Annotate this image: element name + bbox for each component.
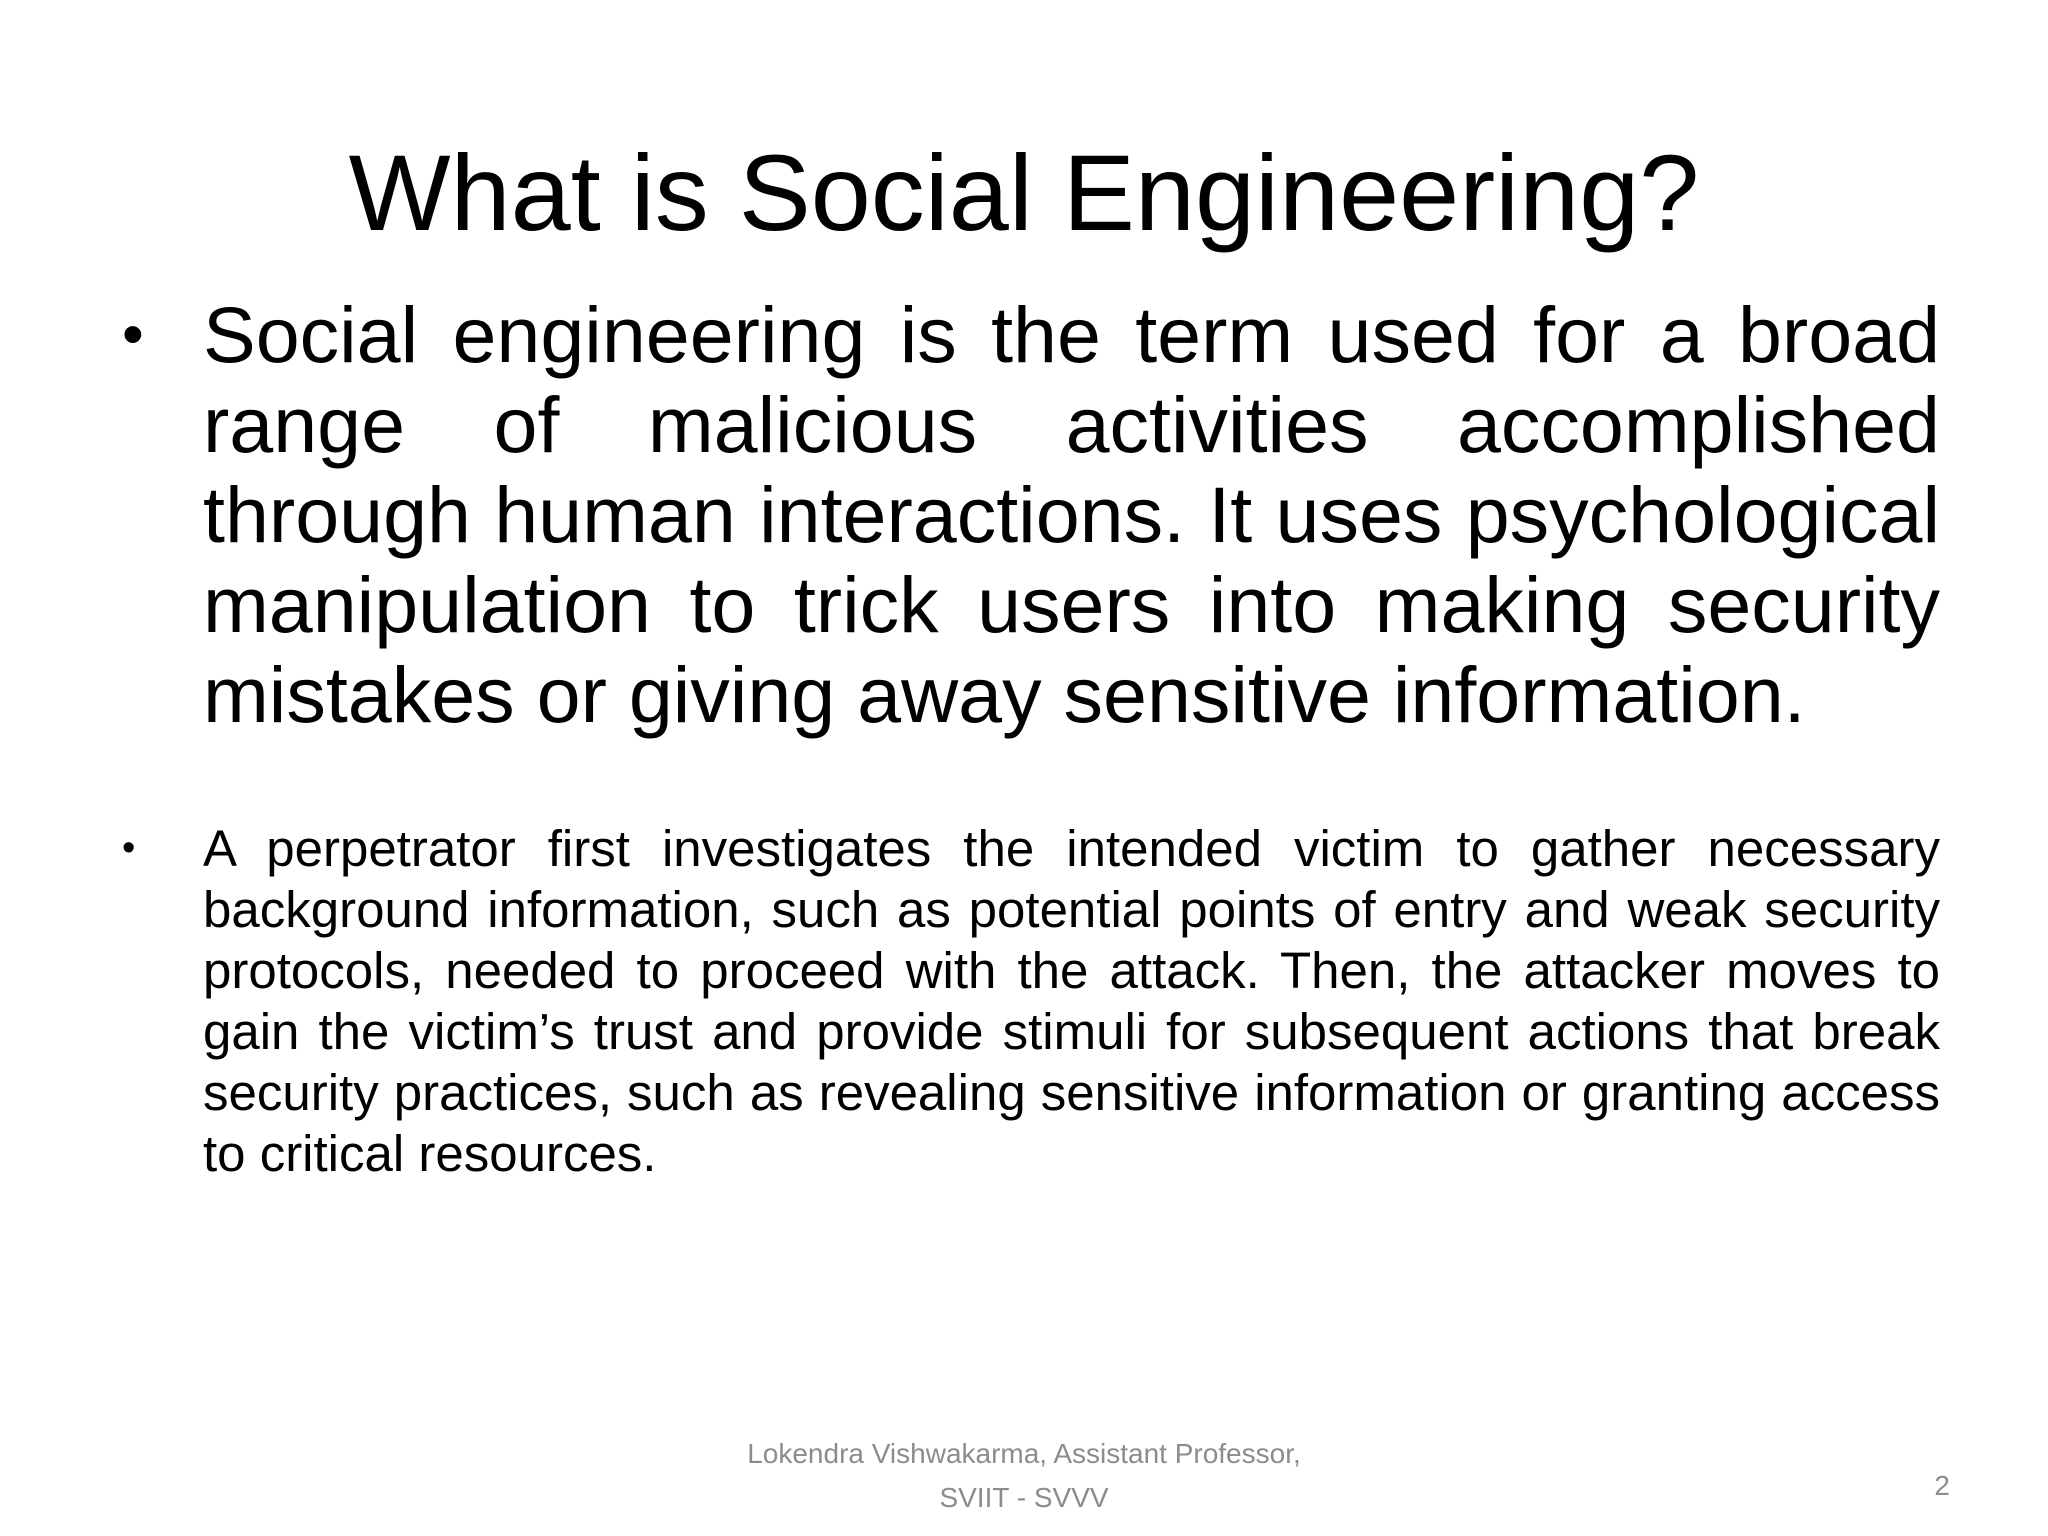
slide-title: What is Social Engineering? xyxy=(348,132,1700,253)
bullet-marker: • xyxy=(122,300,144,369)
slide-footer xyxy=(624,1432,1424,1520)
bullet-marker: • xyxy=(122,827,136,869)
bullet-text: Social engineering is the term used for a broad range of malicious activities accomplished through human interactions. It uses psychological manipulation to trick users into making security mistakes or giving away sensitive information. xyxy=(203,290,1940,739)
footer-institution: SVIIT - SVVV xyxy=(939,1482,1109,1513)
page-number: 2 xyxy=(1934,1470,1950,1501)
bullet-text: A perpetrator first investigates the intended victim to gather necessary background information, such as potential points of entry and weak security protocols, needed to proceed with the attack. Then, the attacker moves to gain the victim’s trust and provide stimuli for subsequent actions that break security practices, such as revealing sensitive information or granting access to critical resources. xyxy=(203,820,1940,1182)
footer-author: Lokendra Vishwakarma, Assistant Professor, xyxy=(747,1438,1301,1469)
bullet-item xyxy=(120,818,1940,1184)
bullet-list xyxy=(120,290,1940,1184)
bullet-item xyxy=(120,290,1940,740)
